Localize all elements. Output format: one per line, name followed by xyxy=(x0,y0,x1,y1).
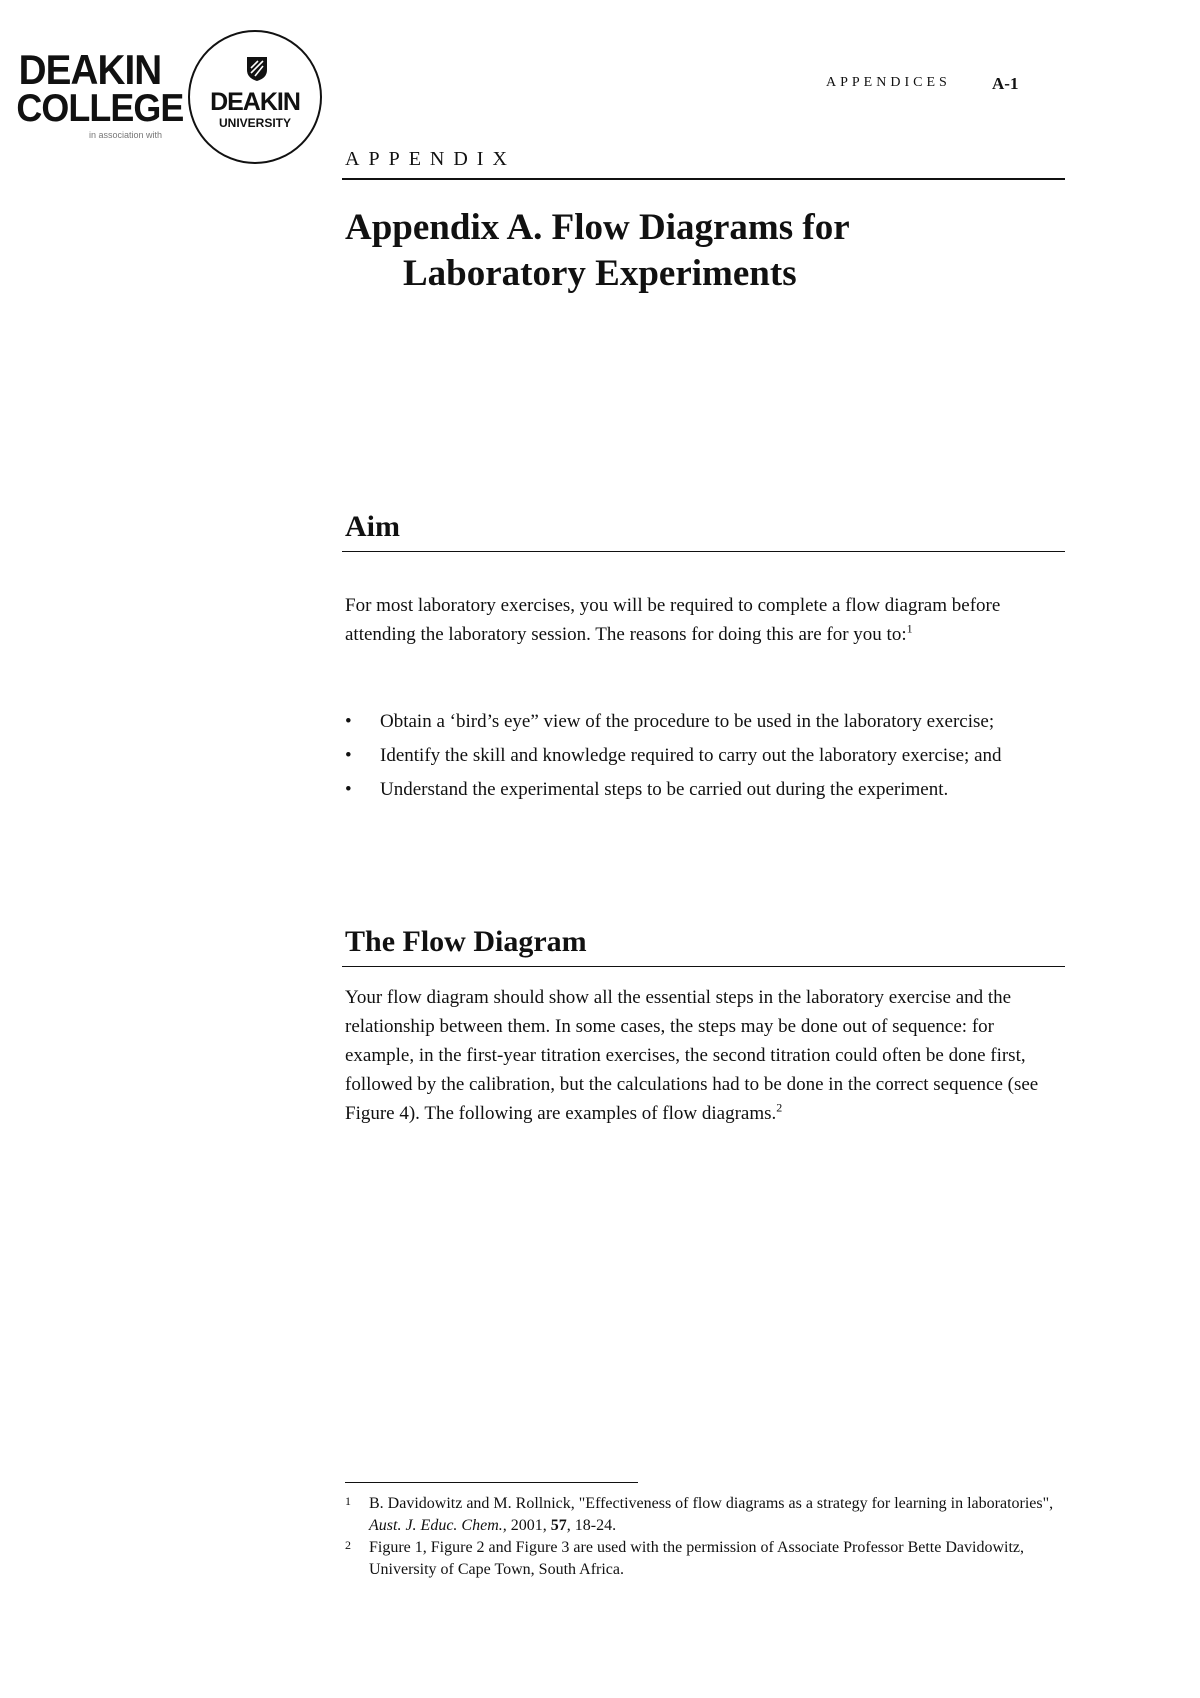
footnote-text: Figure 1, Figure 2 and Figure 3 are used with the permission of Associate Professor Bette Davidowitz, University of Cape Town, South Africa. xyxy=(369,1539,1024,1578)
deakin-college-logo xyxy=(10,46,184,140)
footnote-text: B. Davidowitz and M. Rollnick, "Effectiveness of flow diagrams as a strategy for learning in laboratories", xyxy=(369,1495,1054,1512)
footnote-mark: 2 xyxy=(345,1538,351,1552)
aim-heading: Aim xyxy=(345,510,400,543)
footnote-rule xyxy=(345,1482,638,1483)
college-logo-line1: DEAKIN xyxy=(18,46,162,93)
page-title xyxy=(345,205,1045,297)
flow-diagram-heading: The Flow Diagram xyxy=(345,925,587,958)
bullet-icon: • xyxy=(345,779,352,800)
bullet-icon: • xyxy=(345,711,352,732)
footnote-year: 2001, xyxy=(506,1517,551,1534)
footnote-ref-2: 2 xyxy=(776,1100,783,1115)
shield-icon xyxy=(246,56,268,82)
list-item xyxy=(345,707,1065,736)
running-head: APPENDICES xyxy=(826,75,951,90)
header-rule xyxy=(342,178,1065,180)
aim-intro xyxy=(345,591,1065,649)
deakin-university-logo xyxy=(188,30,322,164)
aim-bullet-list xyxy=(345,707,1065,809)
footnote-journal: Aust. J. Educ. Chem., xyxy=(369,1517,507,1534)
college-logo-line2: COLLEGE xyxy=(16,87,184,130)
aim-intro-text: For most laboratory exercises, you will be required to complete a flow diagram before attending the laboratory session. The reasons for doing this are for you to: xyxy=(345,595,1001,645)
flow-diagram-body xyxy=(345,983,1065,1128)
footnote-pages: , 18-24. xyxy=(566,1517,617,1534)
list-item xyxy=(345,741,1065,770)
list-item-text: Obtain a ‘bird’s eye” view of the procedure to be used in the laboratory exercise; xyxy=(380,711,995,732)
university-logo-line1: DEAKIN xyxy=(210,88,300,116)
list-item xyxy=(345,775,1065,804)
aim-rule xyxy=(342,551,1065,552)
title-line1: Appendix A. Flow Diagrams for xyxy=(345,207,850,248)
list-item-text: Understand the experimental steps to be carried out during the experiment. xyxy=(380,779,949,800)
footnote-ref-1: 1 xyxy=(906,621,913,636)
title-line2: Laboratory Experiments xyxy=(403,253,797,294)
college-logo-tagline: in association with xyxy=(88,130,162,140)
university-logo-line2: UNIVERSITY xyxy=(218,116,291,130)
list-item-text: Identify the skill and knowledge required to carry out the laboratory exercise; and xyxy=(380,745,1002,766)
footnote-volume: 57 xyxy=(550,1517,567,1534)
footnote-mark: 1 xyxy=(345,1494,351,1508)
flow-diagram-rule xyxy=(342,966,1065,967)
footnotes xyxy=(345,1493,1065,1581)
footnote-2 xyxy=(345,1537,1065,1581)
page-number: A-1 xyxy=(992,74,1019,93)
flow-diagram-text: Your flow diagram should show all the essential steps in the laboratory exercise and the relationship between them. In some cases, the steps may be done out of sequence: for example, in the first-year titration exercises, the second titration could often be done first, followed by the calibration, but the calculations had to be done in the correct sequence (see Figure 4). The following are examples of flow diagrams. xyxy=(345,987,1039,1124)
section-label: APPENDIX xyxy=(345,148,516,170)
footnote-1 xyxy=(345,1493,1065,1537)
bullet-icon: • xyxy=(345,745,352,766)
